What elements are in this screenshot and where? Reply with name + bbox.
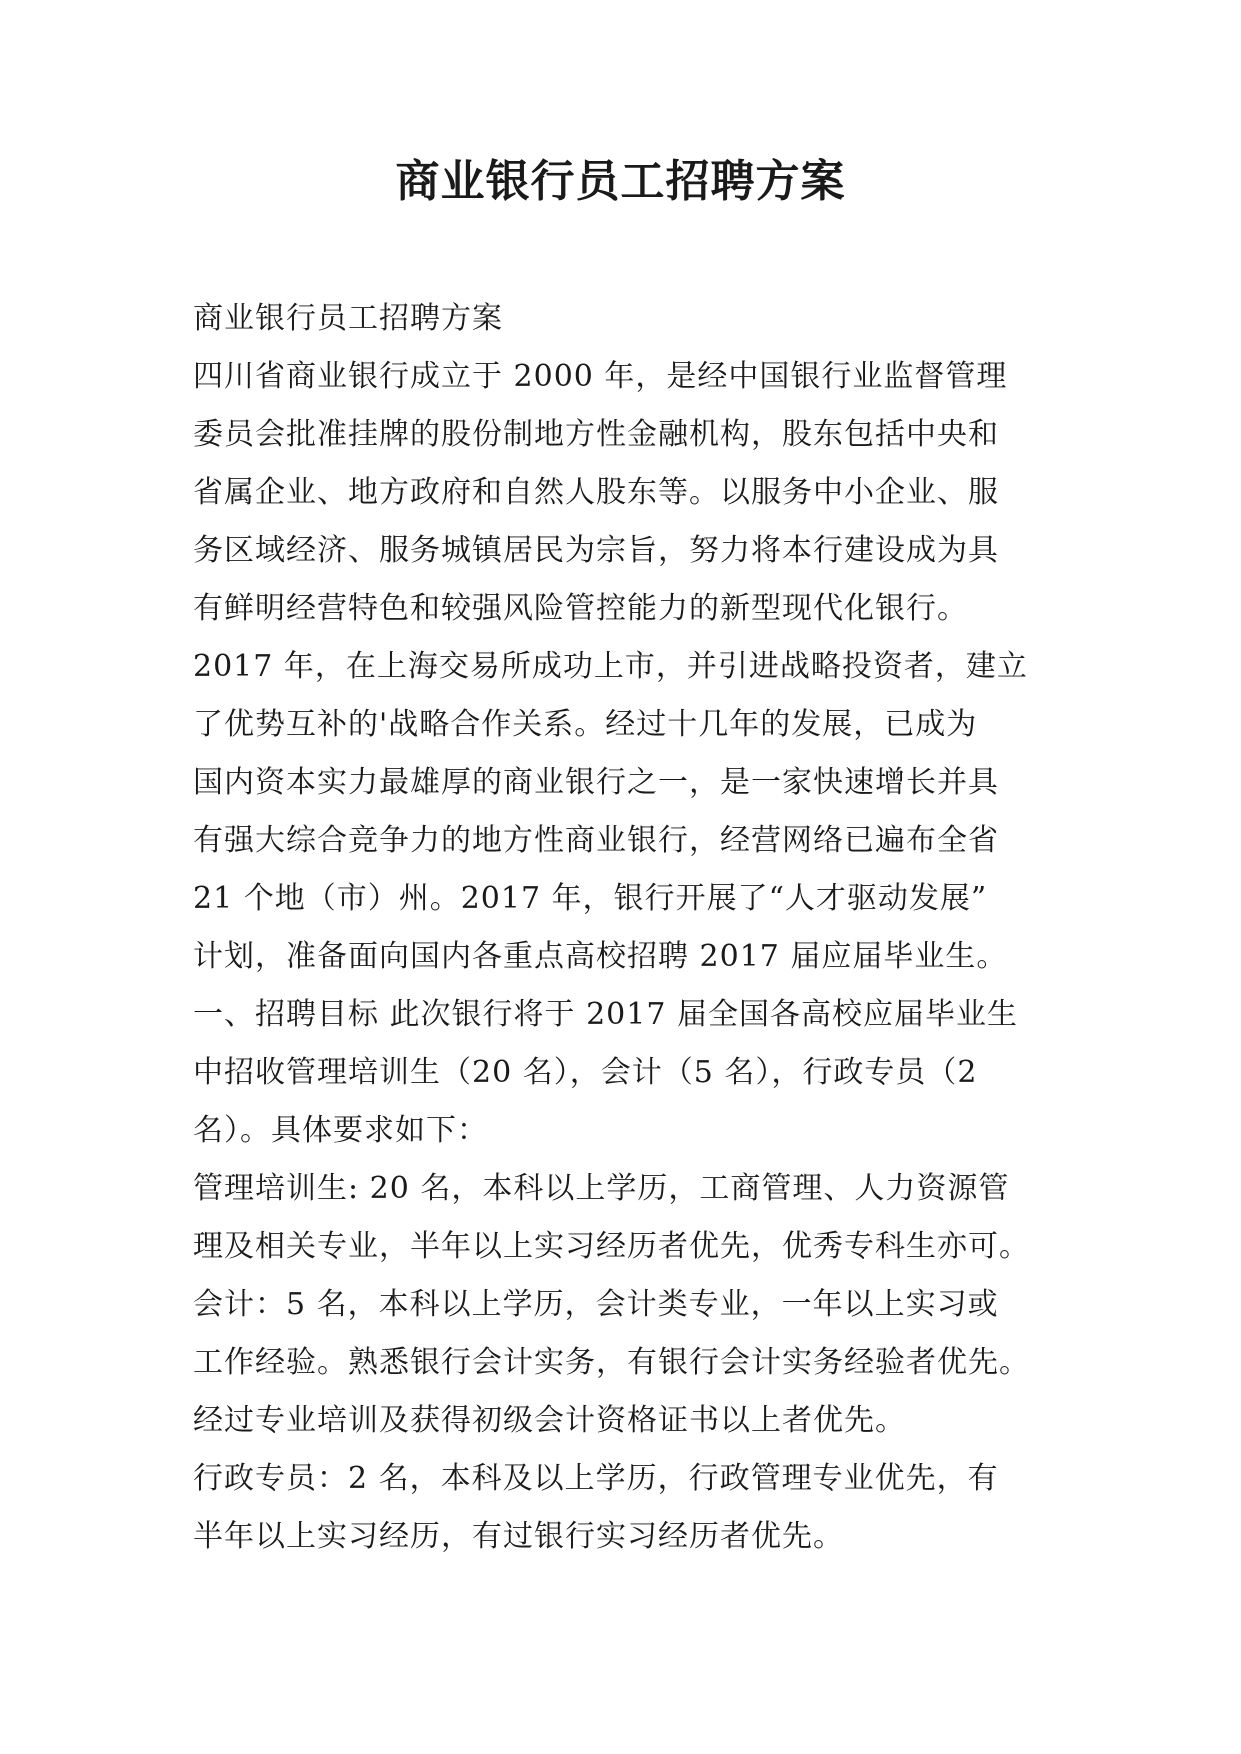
text-line: 省属企业、地方政府和自然人股东等。以服务中小企业、服	[193, 475, 999, 510]
text-line: 会计：5 名，本科以上学历，会计类专业，一年以上实习或	[193, 1287, 999, 1322]
text-line: 工作经验。熟悉银行会计实务，有银行会计实务经验者优先。	[193, 1345, 1030, 1380]
text-line: 管理培训生: 20 名，本科以上学历，工商管理、人力资源管	[193, 1171, 1010, 1206]
text-line: 理及相关专业，半年以上实习经历者优先，优秀专科生亦可。	[193, 1229, 1030, 1264]
text-line: 计划，准备面向国内各重点高校招聘 2017 届应届毕业生。	[193, 939, 1008, 974]
text-line: 2017 年，在上海交易所成功上市，并引进战略投资者，建立	[193, 649, 1028, 684]
text-line: 半年以上实习经历，有过银行实习经历者优先。	[193, 1519, 844, 1554]
paragraph-administrative-specialist	[193, 1450, 1073, 1566]
document-title: 商业银行员工招聘方案	[395, 156, 846, 207]
text-line: 名）。具体要求如下：	[193, 1113, 488, 1148]
paragraph-introduction	[193, 348, 1073, 986]
text-line: 中招收管理培训生（20 名），会计（5 名），行政专员（2	[193, 1055, 978, 1090]
text-line: 有强大综合竞争力的地方性商业银行，经营网络已遍布全省	[193, 823, 999, 858]
text-line: 行政专员：2 名，本科及以上学历，行政管理专业优先，有	[193, 1461, 999, 1496]
text-line: 国内资本实力最雄厚的商业银行之一，是一家快速增长并具	[193, 765, 999, 800]
paragraph-management-trainee	[193, 1160, 1073, 1276]
paragraph-recruitment-goal	[193, 986, 1073, 1160]
text-line: 一、招聘目标 此次银行将于 2017 届全国各高校应届毕业生	[193, 997, 1018, 1032]
text-line: 经过专业培训及获得初级会计资格证书以上者优先。	[193, 1403, 906, 1438]
document-body	[193, 290, 1073, 1566]
text-line: 四川省商业银行成立于 2000 年，是经中国银行业监督管理	[193, 359, 1008, 394]
text-line: 委员会批准挂牌的股份制地方性金融机构，股东包括中央和	[193, 417, 999, 452]
text-line: 有鲜明经营特色和较强风险管控能力的新型现代化银行。	[193, 591, 968, 626]
paragraph-subtitle	[193, 290, 1073, 348]
paragraph-accountant	[193, 1276, 1073, 1450]
text-line: 商业银行员工招聘方案	[193, 301, 503, 336]
text-line: 务区域经济、服务城镇居民为宗旨，努力将本行建设成为具	[193, 533, 999, 568]
text-line: 了优势互补的'战略合作关系。经过十几年的发展，已成为	[193, 707, 978, 742]
text-line: 21 个地（市）州。2017 年，银行开展了“人才驱动发展”	[193, 881, 988, 916]
